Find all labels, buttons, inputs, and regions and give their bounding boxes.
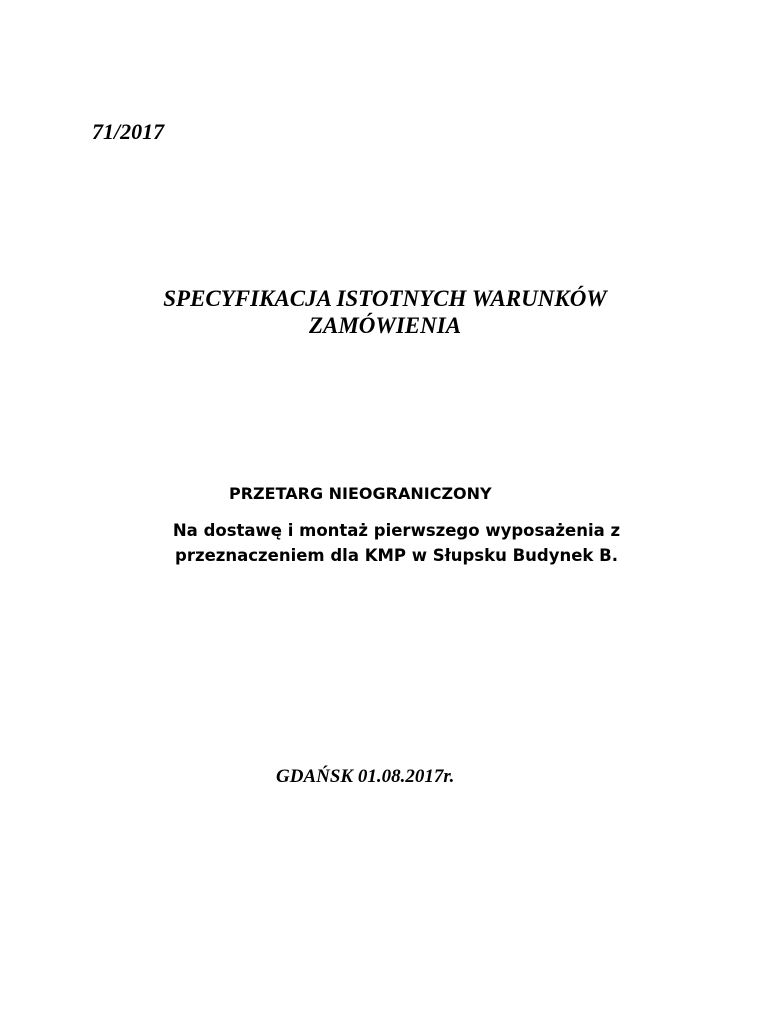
document-title <box>0 285 770 339</box>
procurement-subject <box>0 518 770 568</box>
place-and-date: GDAŃSK 01.08.2017r. <box>276 766 455 787</box>
procurement-subject-line-2: przeznaczeniem dla KMP w Słupsku Budynek B. <box>175 546 618 565</box>
document-title-line-2: ZAMÓWIENIA <box>308 313 462 338</box>
document-title-line-1: SPECYFIKACJA ISTOTNYCH WARUNKÓW <box>163 286 607 311</box>
procurement-subject-line-1: Na dostawę i montaż pierwszego wyposażenia z <box>172 521 621 540</box>
document-number: 71/2017 <box>92 119 165 144</box>
procedure-type: PRZETARG NIEOGRANICZONY <box>229 484 492 503</box>
